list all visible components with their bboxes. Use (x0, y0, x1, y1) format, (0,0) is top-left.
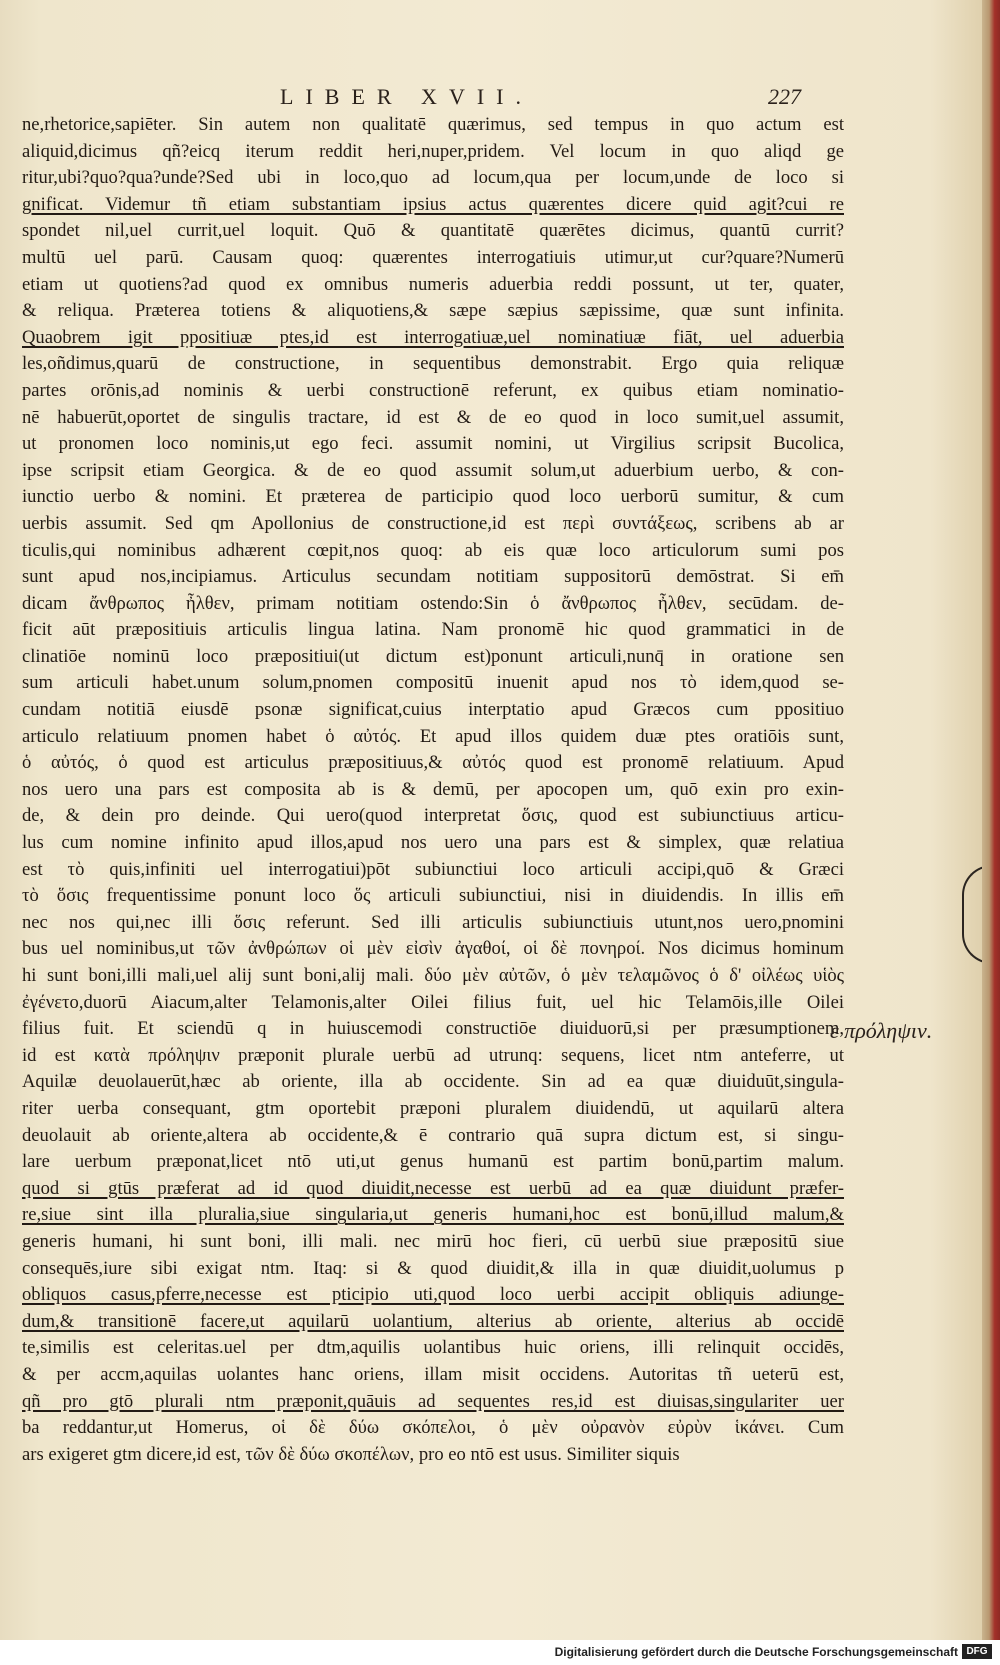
text-line: est τὸ quis,infiniti uel interrogatiui)pōt subiunctiui loco articuli accipi,quō & Græci (22, 858, 844, 880)
text-line: etiam ut quotiens?ad quod ex omnibus numeris aduerbia reddi possunt, ut ter, quater, (22, 273, 844, 295)
running-head (0, 84, 1000, 114)
text-line: hi sunt boni,illi mali,uel alij sunt boni,alij mali. δύο μὲν αὐτῶν, ὁ μὲν τελαμῶνος ὁ δ' οἰλέως υἱὸς (22, 965, 844, 986)
text-line: partes orōnis,ad nominis & uerbi constructionē referunt, ex quibus etiam nominatio- (22, 379, 844, 401)
text-line-underlined: Quaobrem igit ppositiuæ ptes,id est interrogatiuæ,uel nominatiuæ fiāt, uel aduerbia (22, 326, 844, 348)
text-line-underlined: quod si gtūs præferat ad id quod diuidit,necesse est uerbū ad ea quæ diuidunt præfer- (22, 1177, 844, 1199)
text-line: filius fuit. Et sciendū q in huiuscemodi constructiōe diuiduorū,si per præsumptionem, (22, 1018, 844, 1040)
text-line: ἐγένετο,duorū Aiacum,alter Telamonis,alter Oilei filius fuit, uel hic Telamōis,ille Oilei (22, 991, 844, 1013)
text-line: les,oñdimus,quarū de constructione, in sequentibus demonstrabit. Ergo quia reliquæ (22, 353, 844, 375)
text-line-underlined: qñ pro gtō plurali ntm præponit,quāuis ad sequentes res,id est diuisas,singulariter uer (22, 1390, 844, 1412)
folio-number: 227 (768, 84, 801, 109)
text-line: multū uel parū. Causam quoq: quærentes interrogatiuis utimur,ut cur?quare?Numerū (22, 246, 844, 268)
digitization-footer (0, 1640, 1000, 1665)
running-title: LIBER XVII. (280, 84, 533, 109)
main-text-block (22, 112, 844, 1468)
dfg-logo: DFG (962, 1644, 992, 1659)
text-line: ὁ αὐτός, ὁ quod est articulus præpositiuus,& αὐτός quod est pronomē relatiuum. Apud (22, 752, 844, 774)
text-line: τὸ ὅσις frequentissime ponunt loco ὅς articuli subiunctiui, nisi in diuidendis. In illis em̄ (22, 885, 844, 907)
handwritten-marginal-note: ε πρόληψιν. (830, 1018, 933, 1043)
text-line: sum articuli habet.unum solum,pnomen compositū inuenit apud nos τὸ idem,quod se- (22, 672, 844, 694)
text-line: te,similis est celeritas.uel per dtm,aquilis uolantibus huic oriens, illi relinquit occidēs, (22, 1337, 844, 1359)
text-line: consequēs,iure sibi exigat ntm. Itaq: si & quod diuidit,& illa in quæ diuidit,uolumus p (22, 1257, 844, 1279)
text-line: ba reddantur,ut Homerus, οἱ δὲ δύω σκόπελοι, ὁ μὲν οὐρανὸν εὐρὺν ἱκάνει. Cum (22, 1417, 844, 1439)
text-line: & per accm,aquilas uolantes hanc oriens, illam misit occidens. Autoritas tñ ueterū est, (22, 1363, 844, 1385)
text-line: iunctio uerbo & nomini. Et præterea de participio quod loco uerborū sumitur, & cum (22, 486, 844, 508)
text-line: ne,rhetorice,sapiēter. Sin autem non qualitatē quærimus, sed tempus in quo actum est (22, 114, 844, 135)
text-line-underlined: obliquos casus,pferre,necesse est pticipio uti,quod loco uerbi accipit obliquis adiunge- (22, 1284, 844, 1306)
text-line: id est κατὰ πρόληψιν præponit plurale uerbū ad utrunq: sequens, licet ntm anteferre, ut (22, 1044, 844, 1066)
text-line: de, & dein pro deinde. Qui uero(quod interpretat ὅσις, quod est subiunctiuus articu- (22, 805, 844, 827)
text-line: nē habuerūt,oportet de singulis tractare, id est & de eo quod in loco sumit,uel assumit, (22, 406, 844, 428)
text-line: cundam notitiā eiusdē psonæ significat,cuius interptatio apud Græcos cum ppositiuo (22, 699, 844, 721)
text-line: ars exigeret gtm dicere,id est, τῶν δὲ δύω σκοπέλων, pro eo ntō est usus. Similiter siquis (22, 1443, 680, 1465)
text-line: ticulis,qui nominibus adhærent cœpit,nos quoq: ab eis quæ loco articulorum sumi pos (22, 539, 844, 561)
text-line: dicam ἄνθρωπος ἦλθεν, primam notitiam ostendo:Sin ὁ ἄνθρωπος ἦλθεν, secūdam. de- (22, 592, 844, 614)
text-line: articulo relatiuum pnomen habet ὁ αὐτός. Et apud illos quidem duæ ptes oratiōis sunt, (22, 725, 844, 747)
text-line: & reliqua. Præterea totiens & aliquotiens,& sæpe sæpius sæpissime, quæ sunt infinita. (22, 300, 844, 322)
text-line: ficit aūt præpositiuis articulis lingua latina. Nam pronomē hic quod grammatici in de (22, 619, 844, 641)
text-line: bus uel nominibus,ut τῶν ἀνθρώπων οἱ μὲν εἰσὶν ἀγαθοί, οἱ δὲ πονηροί. Nos dicimus hominum (22, 938, 844, 960)
text-line: deuolauit ab oriente,altera ab occidente,& ē contrario quā supra dictum est, si singu- (22, 1124, 844, 1146)
text-line-underlined: re,siue sint illa pluralia,siue singularia,ut generis humani,hoc est bonū,illud malum,& (22, 1204, 844, 1226)
funding-credit: Digitalisierung gefördert durch die Deutsche Forschungsgemeinschaft (554, 1645, 958, 1659)
text-line: sunt apud nos,incipiamus. Articulus secundam notitiam suppositorū demōstrat. Si em̄ (22, 566, 844, 588)
text-line-underlined: dum,& transitionē facere,ut aquilarū uolantium, alterius ab oriente, alterius ab occidē (22, 1310, 844, 1332)
text-line: Aquilæ deuolauerūt,hæc ab oriente, illa ab occidente. Sin ad ea quæ diuiduūt,singula- (22, 1071, 844, 1093)
text-line: ritur,ubi?quo?qua?unde?Sed ubi in loco,quo ad locum,qua per locum,unde de loco si (22, 167, 844, 189)
text-line: aliquid,dicimus qñ?eicq iterum reddit heri,nuper,pridem. Vel locum in quo aliqd ge (22, 140, 844, 162)
text-line: ipse scripsit etiam Georgica. & de eo quod assumit solum,ut aduerbium uerbo, & con- (22, 459, 844, 481)
text-line: lare uerbum præponat,licet ntō uti,ut genus humanū est partim bonū,partim malum. (22, 1151, 844, 1173)
text-line-underlined: gnificat. Videmur tñ etiam substantiam ipsius actus quærentes dicere quid agit?cui re (22, 193, 844, 215)
text-line: nec nos qui,nec illi ὅσις referunt. Sed illi articulis subiunctiuis utunt,nos uero,pnomini (22, 911, 844, 933)
book-edge (982, 0, 1000, 1640)
text-line: nos uero una pars est composita ab is & demū, per apocopen um, quō exin pro exin- (22, 778, 844, 800)
text-line: riter uerba consequant, gtm oportebit præponi pluralem diuidendū, ut aquilarū altera (22, 1097, 844, 1119)
text-line: ut pronomen loco nominis,ut ego feci. assumit nomini, ut Virgilius scripsit Bucolica, (22, 433, 844, 455)
text-line: lus cum nomine infinito apud illos,apud nos uero una pars est & simplex, quæ relatiua (22, 832, 844, 854)
text-line: clinatiōe nominū loco præpositiui(ut dictum est)ponunt articuli,nunq̄ in oratione sen (22, 645, 844, 667)
text-line: generis humani, hi sunt boni, illi mali. nec mirū hoc fieri, cū uerbū siue præpositū siue (22, 1230, 844, 1252)
text-line: spondet nil,uel currit,uel loquit. Quō & quantitatē quærētes dicimus, quantū currit? (22, 220, 844, 242)
text-line: uerbis assumit. Sed qm Apollonius de constructione,id est περὶ συντάξεως, scribens ab ar (22, 512, 844, 534)
